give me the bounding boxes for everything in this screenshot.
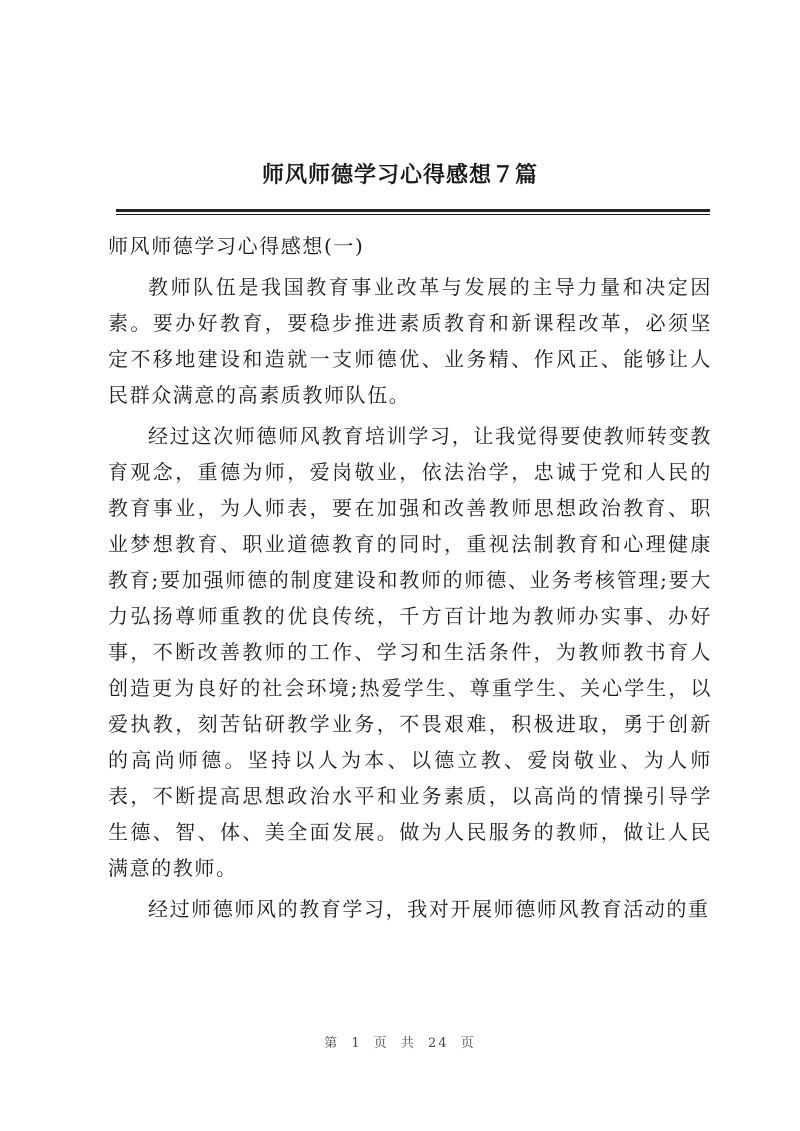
title-rule-thick bbox=[116, 209, 710, 212]
document-body bbox=[108, 228, 712, 927]
page-footer: 第 1 页 共 24 页 bbox=[324, 1036, 476, 1051]
document-title: 师风师德学习心得感想７篇 bbox=[261, 162, 538, 188]
title-rule-thin bbox=[116, 214, 710, 215]
paragraph-3: 经过师德师风的教育学习，我对开展师德师风教育活动的重 bbox=[148, 897, 710, 921]
paragraph-1: 教师队伍是我国教育事业改革与发展的主导力量和决定因素。要办好教育，要稳步推进素质教育和新课程改革，必须坚定不移地建设和造就一支师德优、业务精、作风正、能够让人民群众满意的高素质教师队伍。 bbox=[108, 275, 712, 407]
paragraph-2: 经过这次师德师风教育培训学习，让我觉得要使教师转变教育观念，重德为师，爱岗敬业，依法治学，忠诚于党和人民的教育事业，为人师表，要在加强和改善教师思想政治教育、职业梦想教育、职业道德教育的同时，重视法制教育和心理健康教育;要加强师德的制度建设和教师的师德、业务考核管理;要大力弘扬尊师重教的优良传统，千方百计地为教师办实事、办好事，不断改善教师的工作、学习和生活条件，为教师教书育人创造更为良好的社会环境;热爱学生、尊重学生、关心学生，以爱执教，刻苦钻研教学业务，不畏艰难，积极进取，勇于创新的高尚师德。坚持以人为本、以德立教、爱岗敬业、为人师表，不断提高思想政治水平和业务素质，以高尚的情操引导学生德、智、体、美全面发展。做为人民服务的教师，做让人民满意的教师。 bbox=[108, 424, 712, 880]
section-heading: 师风师德学习心得感想(一) bbox=[108, 234, 365, 258]
